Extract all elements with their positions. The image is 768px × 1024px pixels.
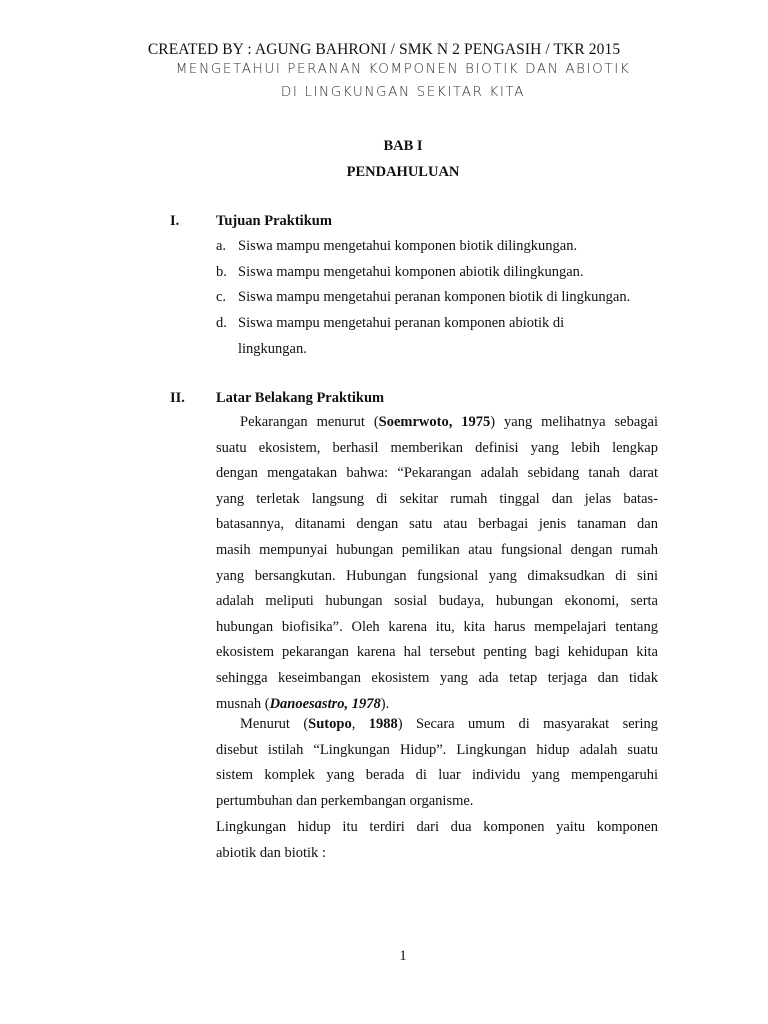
- text-line: suatu ekosistem, berhasil memberikan definisi yang lebih lengkap: [216, 439, 658, 456]
- text-line: pertumbuhan dan perkembangan organisme.: [216, 792, 474, 809]
- text-line: abiotik dan biotik :: [216, 844, 326, 861]
- citation: Danoesastro, 1978: [269, 695, 381, 712]
- list-marker: b.: [216, 264, 227, 280]
- list-marker: d.: [216, 315, 227, 331]
- text-line: ekosistem pekarangan karena hal tersebut penting bagi kehidupan kita: [216, 644, 658, 661]
- text-line: adalah meliputi hubungan sosial budaya, hubungan ekonomi, serta: [216, 593, 658, 610]
- objective-item-d-continuation: lingkungan.: [238, 341, 307, 357]
- created-by-header: CREATED BY : AGUNG BAHRONI / SMK N 2 PENGASIH / TKR 2015: [147, 41, 621, 58]
- list-item-text: Siswa mampu mengetahui komponen abiotik dilingkungan.: [238, 264, 584, 280]
- text-line: dengan mengatakan bahwa: “Pekarangan adalah sebidang tanah darat: [216, 465, 658, 482]
- citation: Sutopo: [308, 716, 352, 732]
- text-line: Menurut (Sutopo, 1988) Secara umum di masyarakat sering: [240, 716, 659, 732]
- section-1-title: Tujuan Praktikum: [216, 213, 332, 229]
- text-line: batasannya, ditanami dengan satu atau berbagai jenis tanaman dan: [216, 516, 658, 533]
- text-line: Pekarangan menurut (Soemrwoto, 1975) yang melihatnya sebagai: [240, 414, 658, 430]
- text-line: yang bersangkutan. Hubungan fungsional yang dimaksudkan di sini: [216, 567, 658, 584]
- text-line: sistem komplek yang berada di luar individu yang mempengaruhi: [216, 767, 658, 784]
- list-item-text: Siswa mampu mengetahui peranan komponen biotik di lingkungan.: [238, 289, 631, 305]
- paragraph-menurut-sutopo: [216, 712, 658, 814]
- list-item-text: Siswa mampu mengetahui komponen biotik dilingkungan.: [238, 238, 578, 254]
- chapter-label: BAB I: [383, 138, 423, 154]
- paragraph-komponen: [216, 815, 658, 866]
- section-2-title: Latar Belakang Praktikum: [216, 390, 385, 406]
- list-marker: a.: [216, 238, 227, 254]
- text-line: yang terletak langsung di sekitar rumah tinggal dan jelas batas-: [216, 490, 658, 507]
- paragraph-pekarangan: [216, 410, 658, 717]
- text-line: disebut istilah “Lingkungan Hidup”. Lingkungan hidup adalah suatu: [216, 741, 658, 758]
- objective-item-c: [216, 289, 630, 306]
- text-line: musnah (Danoesastro, 1978).: [216, 695, 390, 712]
- text-line: Lingkungan hidup itu terdiri dari dua komponen yaitu komponen: [216, 819, 658, 835]
- text-line: sehingga keseimbangan ekosistem yang ada tetap terjaga dan tidak: [216, 669, 658, 686]
- section-2-number: II.: [170, 390, 185, 406]
- objective-item-d: [216, 315, 564, 332]
- section-1-number: I.: [170, 213, 180, 229]
- citation: Soemrwoto, 1975: [378, 414, 491, 430]
- list-item-text: Siswa mampu mengetahui peranan komponen abiotik di: [238, 315, 565, 331]
- text-line: hubungan biofisika”. Oleh karena itu, kita harus mempelajari tentang: [216, 618, 658, 635]
- chapter-title: PENDAHULUAN: [346, 164, 460, 180]
- objective-item-a: [216, 238, 577, 255]
- text-line: masih mempunyai hubungan pemilikan atau fungsional dengan rumah: [216, 541, 658, 558]
- document-subtitle-line1: MENGETAHUI PERANAN KOMPONEN BIOTIK DAN ABIOTIK: [175, 61, 631, 77]
- objective-item-b: [216, 264, 584, 281]
- page-number: 1: [399, 948, 407, 964]
- list-marker: c.: [216, 289, 227, 305]
- document-subtitle-line2: DI LINGKUNGAN SEKITAR KITA: [280, 84, 526, 100]
